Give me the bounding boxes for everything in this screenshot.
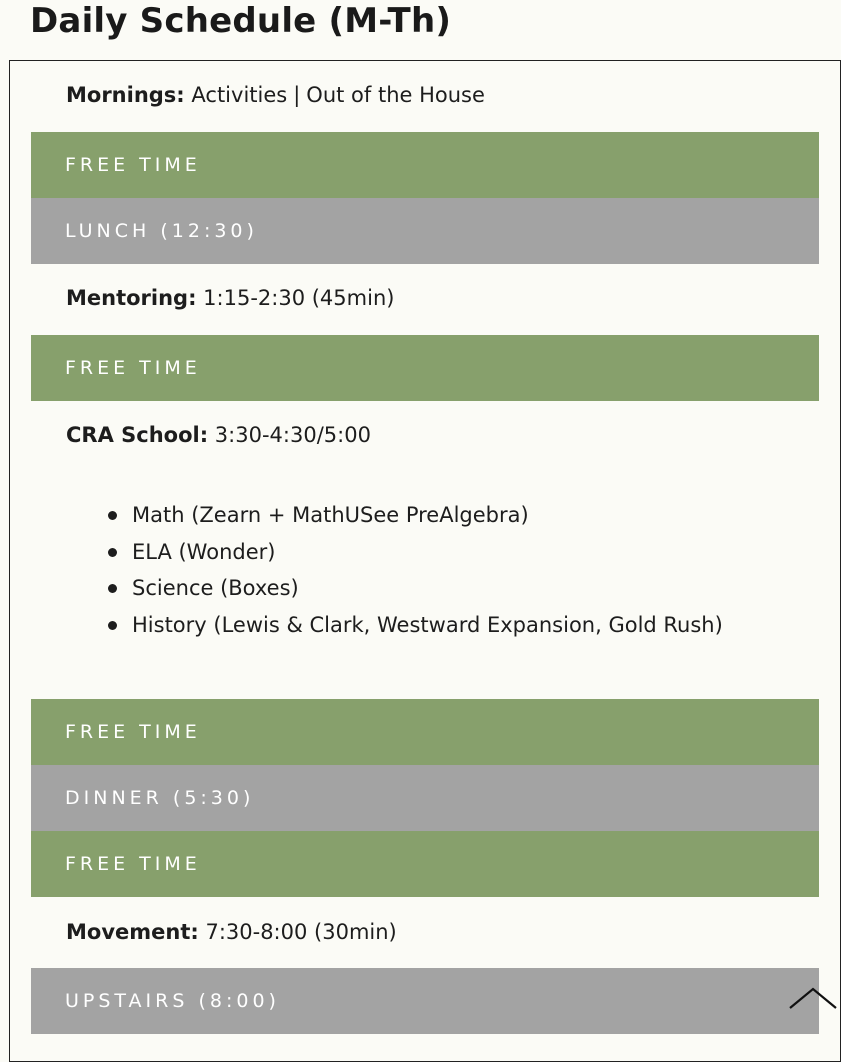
cra-school-time: 3:30-4:30/5:00 (208, 423, 371, 447)
movement-label: Movement: (66, 920, 199, 944)
bullet-icon (108, 548, 117, 557)
free-time-block: FREE TIME (31, 699, 819, 765)
chevron-up-icon (788, 986, 838, 1012)
subject-label: Science (Boxes) (132, 576, 299, 600)
subject-label: ELA (Wonder) (132, 539, 276, 564)
subject-label: Math (Zearn + MathUSee PreAlgebra) (132, 503, 529, 527)
list-item (106, 607, 723, 644)
subject-list (106, 497, 723, 643)
bullet-icon (108, 621, 117, 630)
lunch-block: LUNCH (12:30) (31, 198, 819, 264)
schedule-container (9, 60, 841, 1062)
subject-label: History (Lewis & Clark, Westward Expansion, Gold Rush) (132, 612, 723, 637)
bullet-icon (108, 584, 117, 593)
scroll-to-top-button[interactable] (788, 986, 838, 1012)
free-time-block: FREE TIME (31, 132, 819, 198)
mornings-label: Mornings: (66, 83, 185, 107)
cra-school-row (66, 423, 371, 447)
list-item (106, 534, 723, 571)
cra-school-label: CRA School: (66, 423, 209, 447)
movement-row (66, 920, 397, 944)
page-title: Daily Schedule (M-Th) (30, 1, 452, 41)
mornings-row (66, 83, 485, 107)
mentoring-time: 1:15-2:30 (45min) (196, 286, 395, 310)
free-time-block: FREE TIME (31, 831, 819, 897)
mornings-separator: | (293, 83, 301, 107)
movement-time: 7:30-8:00 (30min) (198, 920, 397, 944)
mentoring-row (66, 286, 394, 310)
list-item (106, 497, 723, 534)
mentoring-label: Mentoring: (66, 286, 197, 310)
mornings-location: Out of the House (306, 83, 485, 107)
upstairs-block: UPSTAIRS (8:00) (31, 968, 819, 1034)
dinner-block: DINNER (5:30) (31, 765, 819, 831)
list-item (106, 570, 723, 607)
bullet-icon (108, 511, 117, 520)
mornings-activities: Activities (191, 83, 288, 107)
free-time-block: FREE TIME (31, 335, 819, 401)
